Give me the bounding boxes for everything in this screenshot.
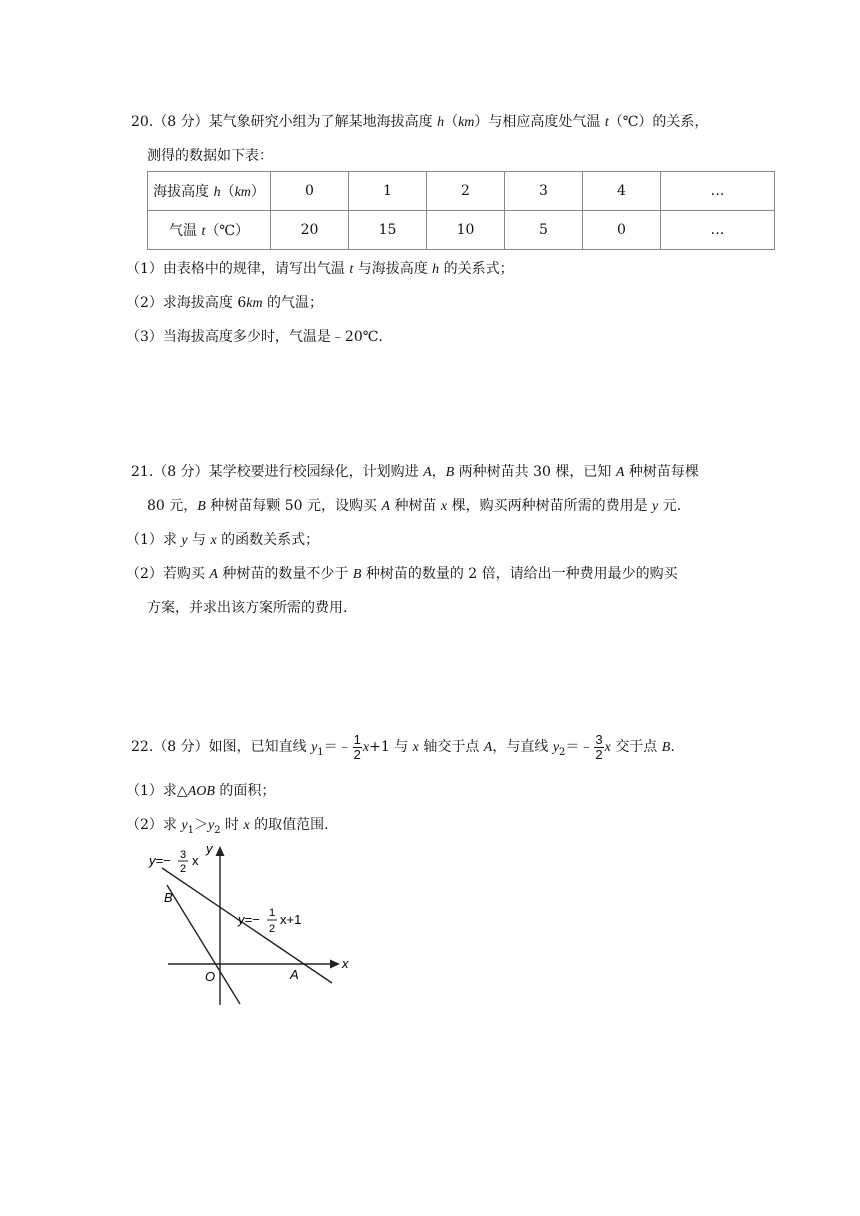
subscript: 2 [214,824,221,836]
var-A: A [209,567,218,582]
paren: （ [220,184,235,200]
subscript: 1 [317,746,324,758]
table-cell: 20 [271,211,349,250]
paren: ） [250,184,265,200]
var-A: A [615,465,625,480]
table-cell: 5 [505,211,583,250]
sub-text: （1）求△ [126,783,188,799]
table-header-altitude [148,172,271,211]
sub-text: 的函数关系式； [221,532,320,548]
q20-score: （8 分） [153,114,209,130]
sub-text: （2）求海拔高度 6 [126,295,247,311]
q21-text: ， [431,464,446,480]
axis-y-label: y [206,841,213,856]
var-y: y [311,740,318,755]
sub-text: 的气温； [267,295,324,311]
var-y: y [552,740,560,755]
q20-sub3: （3）当海拔高度多少时，气温是﹣20℃. [126,329,383,345]
point-B-label: B [164,890,173,905]
var-h: h [432,262,440,277]
q20-sub2 [126,293,323,314]
paren: （ [444,114,459,130]
q21-text: 种树苗每颗 50 元，设购买 [210,498,377,514]
q21-text: 种树苗每棵 [628,464,699,480]
line-y1-label-den: 2 [269,923,276,935]
sub-text: 种树苗的数量的 2 倍，请给出一种费用最少的购买 [365,566,678,582]
var-t: t [604,115,609,130]
numerator: 3 [595,731,603,747]
q21-text: 棵，购买两种树苗所需的费用是 [451,498,648,514]
table-cell: 0 [271,172,349,211]
sub-text: （1）由表格中的规律，请写出气温 [126,261,345,277]
var-y: y [181,533,188,548]
var-A: A [483,740,493,755]
unit-km: km [234,185,251,200]
sub-text: 与 [192,532,207,548]
var-B: B [661,740,671,755]
var-h: h [437,115,445,130]
axis-x-label: x [342,956,349,971]
unit-km: km [458,115,475,130]
q21-sub1 [126,530,319,551]
var-t: t [201,224,206,239]
var-x: x [210,533,217,548]
q22-text: . [670,739,675,755]
cell-text: （℃） [205,223,249,239]
sub-text: 的取值范围. [254,817,329,833]
var-x: x [243,818,250,833]
var-x: x [412,740,419,755]
y-axis-arrow [216,846,225,856]
table-cell: 1 [349,172,427,211]
q20-text: 某气象研究小组为了解某地海拔高度 [208,114,433,130]
q20-line1 [131,112,708,133]
subscript: 2 [559,746,566,758]
subscript: 1 [187,824,194,836]
var-h: h [213,185,221,200]
var-A: A [381,499,391,514]
q22-text: 交于点 [615,739,658,755]
sub-text: （2）若购买 [126,566,205,582]
var-y: y [207,818,215,833]
table-cell: … [661,211,775,250]
q22-sub1 [126,781,275,802]
q21-sub2 [126,564,678,585]
var-B: B [445,465,455,480]
q21-line1 [131,462,699,483]
numerator: 1 [353,731,361,747]
line-y2-label-suffix: x [192,853,199,868]
q20-number: 20. [131,114,154,130]
q21-text: 两种树苗共 30 棵，已知 [458,464,612,480]
q22-text: ，与直线 [492,739,549,755]
var-y: y [652,499,659,514]
var-x: x [362,740,370,755]
q21-score: （8 分） [153,464,209,480]
q22-text: 轴交于点 [423,739,480,755]
table-cell: 10 [427,211,505,250]
q20-sub1 [126,259,514,280]
var-B: B [352,567,362,582]
var-x: x [604,740,611,755]
paren: ） [474,114,489,130]
var-y: y [181,818,188,833]
q22-text: ＝﹣ [565,739,594,755]
sub-text: ＞ [193,817,208,833]
q21-line2 [147,496,681,517]
x-axis-arrow [330,960,340,969]
q21-text: 元. [662,498,682,514]
sub-text: （2）求 [126,817,177,833]
denominator: 2 [595,746,603,762]
var-A: A [423,465,432,480]
q21-number: 21. [131,464,154,480]
q20-line2: 测得的数据如下表： [147,148,273,164]
data-table [147,171,775,250]
q22-text: +1 [369,739,390,755]
fraction-three-halves [594,733,603,762]
sub-text: （1）求 [126,532,177,548]
q22-text: 如图，已知直线 [208,739,307,755]
line-y2 [167,885,240,1004]
line-y2-label-den: 2 [180,863,187,875]
table-cell: 0 [583,211,661,250]
q21-text: 种树苗 [394,498,437,514]
q22-text: ＝﹣ [323,739,352,755]
line-y2-label-num: 3 [180,849,187,861]
line-y1-label-prefix: y=− [238,912,260,927]
table-cell: 3 [505,172,583,211]
sub-text: 时 [225,817,240,833]
unit-km: km [246,296,263,311]
line-y2-label-prefix: y=− [149,853,171,868]
table-cell: 2 [427,172,505,211]
cell-text: 海拔高度 [153,184,210,200]
q22-score: （8 分） [153,739,209,755]
q22-text: 与 [394,739,409,755]
q20-text: （℃）的关系， [608,114,709,130]
fraction-one-half [353,733,362,762]
table-header-temperature [148,211,271,250]
var-AOB: AOB [187,784,215,799]
q21-text: 80 元， [147,498,198,514]
table-row [148,172,775,211]
sub-text: 与海拔高度 [357,261,428,277]
q20-text: 与相应高度处气温 [488,114,601,130]
sub-text: 种树苗的数量不少于 [222,566,349,582]
cell-text: 气温 [168,223,197,239]
var-x: x [440,499,448,514]
table-row [148,211,775,250]
q21-text: 某学校要进行校园绿化，计划购进 [208,464,419,480]
table-cell: … [661,172,775,211]
table-cell: 4 [583,172,661,211]
sub-text: 的关系式； [443,261,514,277]
q22-sub2 [126,815,329,841]
var-B: B [197,499,206,514]
denominator: 2 [353,746,361,762]
table-cell: 15 [349,211,427,250]
q22-number: 22. [131,739,154,755]
coordinate-figure [140,840,370,1015]
line-y1-label-num: 1 [269,907,276,919]
sub-text: 的面积； [219,783,276,799]
point-A-label: A [290,967,299,982]
q22-line1 [131,727,675,773]
point-O-label: O [205,969,216,984]
q21-sub2-line2: 方案，并求出该方案所需的费用. [147,600,348,616]
line-y1-label-suffix: x+1 [280,912,302,927]
var-t: t [349,262,354,277]
